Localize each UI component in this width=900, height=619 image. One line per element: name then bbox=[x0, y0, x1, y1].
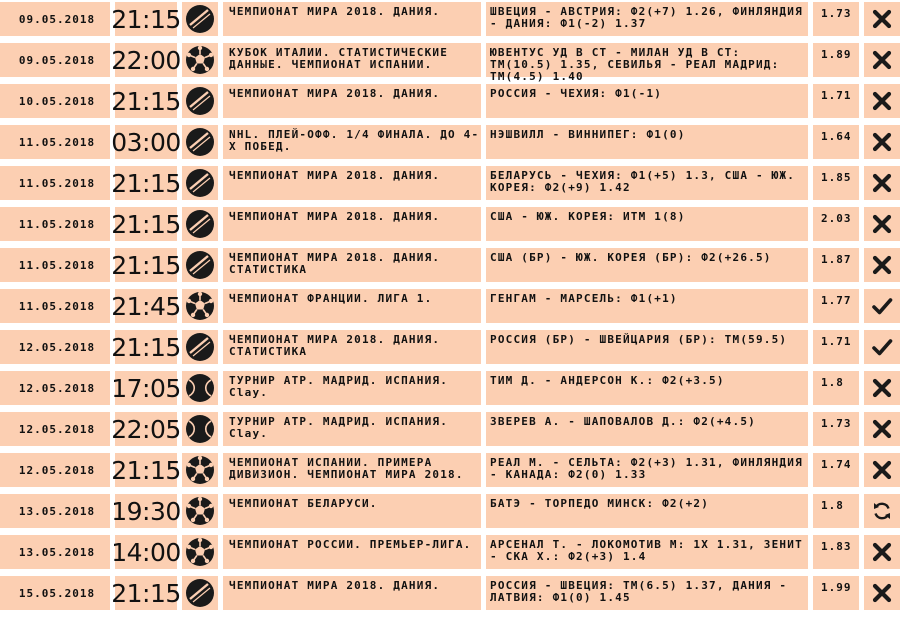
soccer-ball-icon bbox=[182, 43, 218, 77]
table-row bbox=[0, 371, 900, 405]
match-date: 11.05.2018 bbox=[0, 166, 110, 200]
hockey-puck-icon bbox=[182, 330, 218, 364]
table-row bbox=[0, 84, 900, 118]
match-date: 12.05.2018 bbox=[0, 330, 110, 364]
match-time: 21:15 bbox=[115, 453, 177, 487]
tournament-name: ЧЕМПИОНАТ МИРА 2018. ДАНИЯ. bbox=[223, 166, 481, 200]
table-row bbox=[0, 453, 900, 487]
hockey-puck-icon bbox=[182, 576, 218, 610]
hockey-puck-icon bbox=[182, 207, 218, 241]
table-row bbox=[0, 125, 900, 159]
bet-description: РОССИЯ (БР) - ШВЕЙЦАРИЯ (БР): ТМ(59.5) bbox=[486, 330, 808, 364]
tournament-name: ЧЕМПИОНАТ МИРА 2018. ДАНИЯ. bbox=[223, 576, 481, 610]
table-row bbox=[0, 494, 900, 528]
match-date: 15.05.2018 bbox=[0, 576, 110, 610]
check-icon bbox=[864, 330, 900, 364]
tournament-name: ЧЕМПИОНАТ МИРА 2018. ДАНИЯ. СТАТИСТИКА bbox=[223, 330, 481, 364]
tournament-name: ЧЕМПИОНАТ ФРАНЦИИ. ЛИГА 1. bbox=[223, 289, 481, 323]
bet-description: ГЕНГАМ - МАРСЕЛЬ: Ф1(+1) bbox=[486, 289, 808, 323]
tournament-name: ТУРНИР ATP. МАДРИД. ИСПАНИЯ. Clay. bbox=[223, 371, 481, 405]
tennis-ball-icon bbox=[182, 371, 218, 405]
refresh-icon bbox=[864, 494, 900, 528]
close-icon bbox=[864, 2, 900, 36]
tournament-name: КУБОК ИТАЛИИ. СТАТИСТИЧЕСКИЕ ДАННЫЕ. ЧЕМПИОНАТ ИСПАНИИ. bbox=[223, 43, 481, 77]
bet-odds: 1.8 bbox=[813, 494, 859, 528]
close-icon bbox=[864, 125, 900, 159]
bet-odds: 1.71 bbox=[813, 84, 859, 118]
match-time: 21:15 bbox=[115, 166, 177, 200]
match-time: 14:00 bbox=[115, 535, 177, 569]
check-icon bbox=[864, 289, 900, 323]
match-time: 21:45 bbox=[115, 289, 177, 323]
bet-odds: 1.89 bbox=[813, 43, 859, 77]
bet-odds: 1.85 bbox=[813, 166, 859, 200]
bet-odds: 1.73 bbox=[813, 2, 859, 36]
match-time: 21:15 bbox=[115, 207, 177, 241]
bet-description: РОССИЯ - ЧЕХИЯ: Ф1(-1) bbox=[486, 84, 808, 118]
bet-description: ШВЕЦИЯ - АВСТРИЯ: Ф2(+7) 1.26, ФИНЛЯНДИЯ - ДАНИЯ: Ф1(-2) 1.37 bbox=[486, 2, 808, 36]
match-time: 21:15 bbox=[115, 2, 177, 36]
match-date: 11.05.2018 bbox=[0, 248, 110, 282]
match-time: 22:00 bbox=[115, 43, 177, 77]
bet-description: ЗВЕРЕВ А. - ШАПОВАЛОВ Д.: Ф2(+4.5) bbox=[486, 412, 808, 446]
table-row bbox=[0, 207, 900, 241]
bet-description: РОССИЯ - ШВЕЦИЯ: ТМ(6.5) 1.37, ДАНИЯ - ЛАТВИЯ: Ф1(0) 1.45 bbox=[486, 576, 808, 610]
tennis-ball-icon bbox=[182, 412, 218, 446]
match-date: 10.05.2018 bbox=[0, 84, 110, 118]
bet-odds: 1.87 bbox=[813, 248, 859, 282]
match-date: 09.05.2018 bbox=[0, 43, 110, 77]
close-icon bbox=[864, 207, 900, 241]
tournament-name: ТУРНИР ATP. МАДРИД. ИСПАНИЯ. Clay. bbox=[223, 412, 481, 446]
table-row bbox=[0, 576, 900, 610]
match-time: 22:05 bbox=[115, 412, 177, 446]
match-date: 11.05.2018 bbox=[0, 125, 110, 159]
bet-odds: 1.73 bbox=[813, 412, 859, 446]
match-date: 09.05.2018 bbox=[0, 2, 110, 36]
hockey-puck-icon bbox=[182, 166, 218, 200]
match-time: 21:15 bbox=[115, 330, 177, 364]
match-date: 13.05.2018 bbox=[0, 535, 110, 569]
bet-odds: 1.99 bbox=[813, 576, 859, 610]
soccer-ball-icon bbox=[182, 535, 218, 569]
match-date: 12.05.2018 bbox=[0, 453, 110, 487]
table-row bbox=[0, 289, 900, 323]
match-date: 11.05.2018 bbox=[0, 289, 110, 323]
match-date: 12.05.2018 bbox=[0, 371, 110, 405]
tournament-name: ЧЕМПИОНАТ МИРА 2018. ДАНИЯ. bbox=[223, 84, 481, 118]
close-icon bbox=[864, 43, 900, 77]
bet-description: РЕАЛ М. - СЕЛЬТА: Ф2(+3) 1.31, ФИНЛЯНДИЯ - КАНАДА: Ф2(0) 1.33 bbox=[486, 453, 808, 487]
tournament-name: ЧЕМПИОНАТ БЕЛАРУСИ. bbox=[223, 494, 481, 528]
bet-odds: 1.74 bbox=[813, 453, 859, 487]
soccer-ball-icon bbox=[182, 289, 218, 323]
bet-description: ТИМ Д. - АНДЕРСОН К.: Ф2(+3.5) bbox=[486, 371, 808, 405]
close-icon bbox=[864, 535, 900, 569]
table-row bbox=[0, 43, 900, 83]
bet-description: АРСЕНАЛ Т. - ЛОКОМОТИВ М: 1X 1.31, ЗЕНИТ - СКА Х.: Ф2(+3) 1.4 bbox=[486, 535, 808, 569]
table-row bbox=[0, 412, 900, 446]
bet-description: ЮВЕНТУС УД В СТ - МИЛАН УД В СТ: ТМ(10.5) 1.35, СЕВИЛЬЯ - РЕАЛ МАДРИД: ТМ(4.5) 1.40 bbox=[486, 43, 808, 77]
soccer-ball-icon bbox=[182, 453, 218, 487]
bet-description: БЕЛАРУСЬ - ЧЕХИЯ: Ф1(+5) 1.3, США - ЮЖ. КОРЕЯ: Ф2(+9) 1.42 bbox=[486, 166, 808, 200]
bet-odds: 1.83 bbox=[813, 535, 859, 569]
match-time: 21:15 bbox=[115, 248, 177, 282]
hockey-puck-icon bbox=[182, 248, 218, 282]
match-time: 19:30 bbox=[115, 494, 177, 528]
table-row bbox=[0, 2, 900, 36]
bet-description: США - ЮЖ. КОРЕЯ: ИТМ 1(8) bbox=[486, 207, 808, 241]
bet-odds: 1.8 bbox=[813, 371, 859, 405]
close-icon bbox=[864, 371, 900, 405]
bet-odds: 1.64 bbox=[813, 125, 859, 159]
soccer-ball-icon bbox=[182, 494, 218, 528]
match-date: 13.05.2018 bbox=[0, 494, 110, 528]
match-date: 12.05.2018 bbox=[0, 412, 110, 446]
bet-description: НЭШВИЛЛ - ВИННИПЕГ: Ф1(0) bbox=[486, 125, 808, 159]
tournament-name: NHL. ПЛЕЙ-ОФФ. 1/4 ФИНАЛА. ДО 4-Х ПОБЕД. bbox=[223, 125, 481, 159]
bet-odds: 1.71 bbox=[813, 330, 859, 364]
match-time: 17:05 bbox=[115, 371, 177, 405]
bet-odds: 1.77 bbox=[813, 289, 859, 323]
close-icon bbox=[864, 412, 900, 446]
tournament-name: ЧЕМПИОНАТ МИРА 2018. ДАНИЯ. bbox=[223, 2, 481, 36]
bet-odds: 2.03 bbox=[813, 207, 859, 241]
close-icon bbox=[864, 453, 900, 487]
table-row bbox=[0, 248, 900, 282]
hockey-puck-icon bbox=[182, 125, 218, 159]
close-icon bbox=[864, 248, 900, 282]
bet-description: США (БР) - ЮЖ. КОРЕЯ (БР): Ф2(+26.5) bbox=[486, 248, 808, 282]
hockey-puck-icon bbox=[182, 2, 218, 36]
table-row bbox=[0, 330, 900, 364]
tournament-name: ЧЕМПИОНАТ МИРА 2018. ДАНИЯ. СТАТИСТИКА bbox=[223, 248, 481, 282]
match-time: 21:15 bbox=[115, 84, 177, 118]
close-icon bbox=[864, 166, 900, 200]
table-row bbox=[0, 535, 900, 569]
tournament-name: ЧЕМПИОНАТ МИРА 2018. ДАНИЯ. bbox=[223, 207, 481, 241]
match-time: 03:00 bbox=[115, 125, 177, 159]
match-time: 21:15 bbox=[115, 576, 177, 610]
hockey-puck-icon bbox=[182, 84, 218, 118]
bet-description: БАТЭ - ТОРПЕДО МИНСК: Ф2(+2) bbox=[486, 494, 808, 528]
match-date: 11.05.2018 bbox=[0, 207, 110, 241]
close-icon bbox=[864, 576, 900, 610]
tournament-name: ЧЕМПИОНАТ РОССИИ. ПРЕМЬЕР-ЛИГА. bbox=[223, 535, 481, 569]
close-icon bbox=[864, 84, 900, 118]
table-row bbox=[0, 166, 900, 200]
tournament-name: ЧЕМПИОНАТ ИСПАНИИ. ПРИМЕРА ДИВИЗИОН. ЧЕМПИОНАТ МИРА 2018. bbox=[223, 453, 481, 487]
